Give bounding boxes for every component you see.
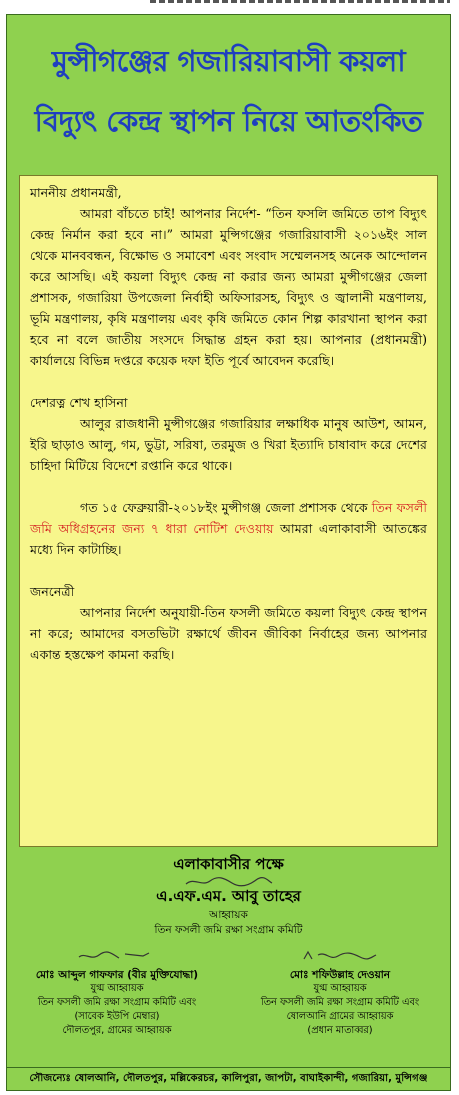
right-signatory-line-3: (প্রধান মাতাব্বর) bbox=[307, 1025, 373, 1036]
salutation-deshratna: দেশরত্ন শেখ হাসিনা bbox=[30, 395, 128, 410]
handwritten-signature-icon bbox=[77, 949, 157, 963]
paragraph-3-start: গত ১৫ ফেব্রুয়ারী-২০১৮ইং মুন্সীগঞ্জ জেলা প্রশাসক থেকে bbox=[80, 500, 372, 515]
salutation-jananetri: জননেত্রী bbox=[30, 584, 75, 599]
salutation-prime-minister: মাননীয় প্রধানমন্ত্রী, bbox=[30, 185, 122, 200]
left-signatory-name: মোঃ আব্দুল গাফফার (বীর মুক্তিযোদ্ধা) bbox=[35, 969, 199, 981]
handwritten-signature-icon bbox=[300, 949, 380, 963]
left-signatory bbox=[12, 949, 222, 1038]
left-signature bbox=[12, 949, 222, 968]
convener-role: আহ্বায়ক bbox=[209, 909, 248, 921]
headline-line-1: মুন্সীগঞ্জের গজারিয়াবাসী কয়লা bbox=[51, 44, 406, 78]
headline-line-2: বিদ্যুৎ কেন্দ্র স্থাপন নিয়ে আতংকিত bbox=[34, 104, 423, 138]
right-signatory-role: যুগ্ম আহ্বায়ক bbox=[313, 983, 367, 994]
left-signatory-role: যুগ্ম আহ্বায়ক bbox=[90, 983, 144, 994]
left-signatory-line-3: দৌলতপুর, গ্রামের আহ্বায়ক bbox=[62, 1025, 172, 1036]
left-signatory-line-1: তিন ফসলী জমি রক্ষা সংগ্রাম কমিটি এবং bbox=[37, 997, 197, 1008]
letter-paragraph-2: আলুর রাজধানী মুন্সীগঞ্জের গজারিয়ার লক্ষাধিক মানুষ আউশ, আমন, ইরি ছাড়াও আলু, গম, ভুট্টা, সরিষা, তরমুজ ও খিরা ইত্যাদি চাষাবাদ করে দেশের চাহিদা মিটিয়ে বিদেশে রপ্তানি করে থাকে। bbox=[30, 416, 427, 473]
advertisement-panel bbox=[6, 14, 451, 1091]
left-signatory-line-2: (সাবেক ইউপি মেম্বার) bbox=[74, 1011, 160, 1022]
top-edge-cropped-text bbox=[150, 0, 450, 6]
right-signature bbox=[235, 949, 445, 968]
right-signatory-line-1: তিন ফসলী জমি রক্ষা সংগ্রাম কমিটি এবং bbox=[260, 997, 420, 1008]
courtesy-footer: সৌজন্যেঃ ষোলআনি, দৌলতপুর, মল্লিকেরচর, কালিপুরা, জাপটা, বাঘাইকান্দী, গজারিয়া, মুন্সিগঞ্জ bbox=[7, 1067, 450, 1090]
on-behalf-label: এলাকাবাসীর পক্ষে bbox=[173, 855, 284, 873]
letter-paragraph-1: আমরা বাঁচতে চাই! আপনার নির্দেশ- “তিন ফসলি জমিতে তাপ বিদ্যুৎ কেন্দ্র নির্মান করা হবে না।” আমরা মুন্সিগঞ্জের গজারিয়াবাসী ২০১৬ইং সাল থেকে মানববন্ধন, বিক্ষোভ ও সমাবেশ এবং সংবাদ সম্মেলনসহ অনেক আন্দোলন করে আসছি। এই কয়লা বিদ্যুৎ কেন্দ্র না করার জন্য আমরা মুন্সীগঞ্জের জেলা প্রশাসক, গজারিয়া উপজেলা নির্বাহী অফিসারসহ, বিদ্যুৎ ও জ্বালানী মন্ত্রণালয়, ভূমি মন্ত্রণালয়, কৃষি মন্ত্রণালয় এবং কৃষি জমিতে কোন শিল্প কারখানা স্থাপন করা হবে না বলে জাতীয় সংসদে সিদ্ধান্ত গ্রহন করা হয়। আপনার (প্রধানমন্ত্রী) কার্যালয়ে বিভিন্ন দপ্তরে কয়েক দফা ইতি পূর্বে আবেদন করেছি। bbox=[30, 206, 427, 368]
letter-paragraph-4: আপনার নির্দেশ অনুযায়ী-তিন ফসলী জমিতে কয়লা বিদ্যুৎ কেন্দ্র স্থাপন না করে; আমাদের বসতভিটা রক্ষার্থে জীবন জীবিকা নির্বাহের জন্য আপনার একান্ত হস্তক্ষেপ কামনা করছি। bbox=[30, 605, 427, 662]
right-signatory-name: মোঃ শফিউল্লাহ দেওয়ান bbox=[289, 969, 391, 981]
convener-name: এ.এফ.এম. আবু তাহের bbox=[156, 887, 301, 905]
letter-body bbox=[19, 175, 438, 847]
paragraph-3-end: আমরা এলাকাবাসী আতঙ্কের মধ্যে দিন কাটাচ্ছি। bbox=[30, 521, 427, 557]
paragraph-3-highlight: তিন ফসলী জমি অধিগ্রহনের জন্য ৭ ধারা নোটিশ দেওয়ায় bbox=[30, 500, 427, 536]
committee-name: তিন ফসলী জমি রক্ষা সংগ্রাম কমিটি bbox=[154, 924, 303, 936]
letter-paragraph-3 bbox=[30, 497, 427, 560]
right-signatory bbox=[235, 949, 445, 1038]
right-signatory-line-2: ষোলআনি গ্রামের আহ্বায়ক bbox=[286, 1011, 394, 1022]
